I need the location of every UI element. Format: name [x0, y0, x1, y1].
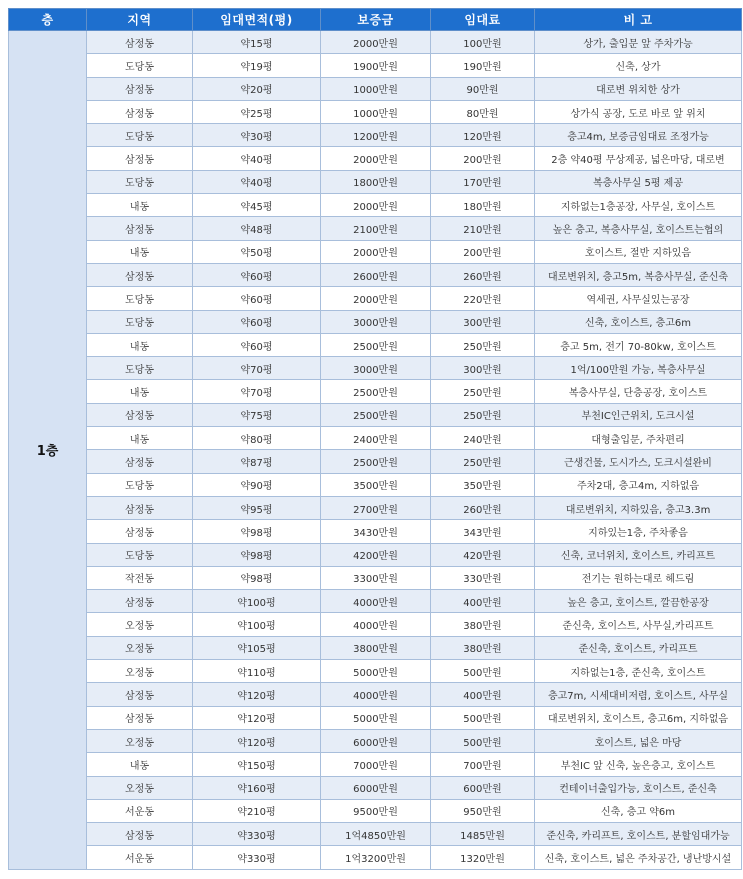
cell-deposit: 3000만원 [321, 357, 431, 380]
cell-area: 약100평 [193, 590, 321, 613]
cell-region: 오정동 [87, 613, 193, 636]
table-row [9, 310, 742, 333]
cell-rent: 1485만원 [431, 823, 535, 846]
table-row [9, 380, 742, 403]
cell-deposit: 5000만원 [321, 660, 431, 683]
table-row [9, 636, 742, 659]
cell-rent: 220만원 [431, 287, 535, 310]
cell-deposit: 2000만원 [321, 31, 431, 54]
table-row [9, 543, 742, 566]
cell-rent: 380만원 [431, 613, 535, 636]
cell-area: 약30평 [193, 124, 321, 147]
table-row [9, 729, 742, 752]
cell-area: 약70평 [193, 357, 321, 380]
cell-deposit: 2500만원 [321, 380, 431, 403]
table-row [9, 77, 742, 100]
cell-area: 약120평 [193, 729, 321, 752]
cell-remarks: 대로변위치, 호이스트, 층고6m, 지하없음 [535, 706, 742, 729]
cell-remarks: 신축, 상가 [535, 54, 742, 77]
cell-deposit: 6000만원 [321, 729, 431, 752]
cell-region: 삼정동 [87, 31, 193, 54]
cell-region: 서운동 [87, 799, 193, 822]
cell-remarks: 신축, 호이스트, 층고6m [535, 310, 742, 333]
cell-area: 약95평 [193, 496, 321, 519]
cell-remarks: 신축, 층고 약6m [535, 799, 742, 822]
cell-region: 내동 [87, 427, 193, 450]
cell-region: 삼정동 [87, 520, 193, 543]
table-row [9, 823, 742, 846]
cell-area: 약210평 [193, 799, 321, 822]
cell-deposit: 3800만원 [321, 636, 431, 659]
header-row [9, 9, 742, 31]
cell-rent: 350만원 [431, 473, 535, 496]
cell-rent: 90만원 [431, 77, 535, 100]
cell-region: 삼정동 [87, 683, 193, 706]
table-row [9, 496, 742, 519]
cell-remarks: 복층사무실 5평 제공 [535, 170, 742, 193]
cell-remarks: 높은 층고, 호이스트, 깔끔한공장 [535, 590, 742, 613]
cell-rent: 200만원 [431, 147, 535, 170]
cell-deposit: 6000만원 [321, 776, 431, 799]
table-row [9, 403, 742, 426]
header-area: 임대면적(평) [193, 9, 321, 31]
cell-region: 삼정동 [87, 590, 193, 613]
cell-rent: 80만원 [431, 100, 535, 123]
cell-area: 약330평 [193, 846, 321, 869]
cell-rent: 400만원 [431, 683, 535, 706]
cell-deposit: 3000만원 [321, 310, 431, 333]
cell-area: 약25평 [193, 100, 321, 123]
cell-rent: 400만원 [431, 590, 535, 613]
cell-region: 오정동 [87, 660, 193, 683]
cell-region: 삼정동 [87, 403, 193, 426]
cell-remarks: 2층 약40평 무상제공, 넓은마당, 대로변 [535, 147, 742, 170]
cell-rent: 100만원 [431, 31, 535, 54]
cell-rent: 343만원 [431, 520, 535, 543]
cell-area: 약98평 [193, 543, 321, 566]
cell-deposit: 1000만원 [321, 77, 431, 100]
table-row [9, 100, 742, 123]
table-row [9, 263, 742, 286]
cell-rent: 500만원 [431, 660, 535, 683]
table-row [9, 706, 742, 729]
cell-region: 삼정동 [87, 496, 193, 519]
cell-rent: 190만원 [431, 54, 535, 77]
cell-deposit: 1800만원 [321, 170, 431, 193]
cell-area: 약98평 [193, 520, 321, 543]
table-row [9, 124, 742, 147]
table-row [9, 846, 742, 869]
cell-region: 삼정동 [87, 706, 193, 729]
cell-rent: 210만원 [431, 217, 535, 240]
cell-region: 도당동 [87, 357, 193, 380]
table-row [9, 520, 742, 543]
table-row [9, 590, 742, 613]
cell-rent: 500만원 [431, 729, 535, 752]
cell-deposit: 5000만원 [321, 706, 431, 729]
cell-deposit: 2000만원 [321, 240, 431, 263]
cell-remarks: 상가식 공장, 도로 바로 앞 위치 [535, 100, 742, 123]
table-row [9, 683, 742, 706]
rental-listing-table [8, 8, 742, 870]
header-remarks: 비 고 [535, 9, 742, 31]
cell-remarks: 신축, 코너위치, 호이스트, 카리프트 [535, 543, 742, 566]
cell-remarks: 대로변위치, 지하있음, 층고3.3m [535, 496, 742, 519]
cell-area: 약87평 [193, 450, 321, 473]
table-row [9, 776, 742, 799]
cell-rent: 250만원 [431, 380, 535, 403]
cell-region: 내동 [87, 240, 193, 263]
table-row [9, 566, 742, 589]
cell-rent: 500만원 [431, 706, 535, 729]
cell-deposit: 3300만원 [321, 566, 431, 589]
cell-deposit: 7000만원 [321, 753, 431, 776]
header-rent: 임대료 [431, 9, 535, 31]
cell-area: 약60평 [193, 287, 321, 310]
table-row [9, 54, 742, 77]
cell-region: 오정동 [87, 729, 193, 752]
cell-deposit: 1900만원 [321, 54, 431, 77]
cell-region: 내동 [87, 753, 193, 776]
cell-deposit: 2500만원 [321, 333, 431, 356]
cell-region: 도당동 [87, 54, 193, 77]
cell-region: 오정동 [87, 776, 193, 799]
cell-remarks: 신축, 호이스트, 넓은 주차공간, 냉난방시설 [535, 846, 742, 869]
table-row [9, 357, 742, 380]
cell-deposit: 2700만원 [321, 496, 431, 519]
table-row [9, 450, 742, 473]
cell-rent: 700만원 [431, 753, 535, 776]
cell-area: 약80평 [193, 427, 321, 450]
cell-remarks: 준신축, 호이스트, 사무실,카리프트 [535, 613, 742, 636]
table-row [9, 799, 742, 822]
table-row [9, 240, 742, 263]
cell-region: 삼정동 [87, 823, 193, 846]
cell-remarks: 층고4m, 보증금임대료 조정가능 [535, 124, 742, 147]
cell-area: 약160평 [193, 776, 321, 799]
table-row [9, 753, 742, 776]
table-row [9, 473, 742, 496]
cell-region: 삼정동 [87, 147, 193, 170]
cell-region: 내동 [87, 194, 193, 217]
cell-deposit: 2600만원 [321, 263, 431, 286]
cell-area: 약50평 [193, 240, 321, 263]
cell-area: 약60평 [193, 333, 321, 356]
cell-deposit: 2400만원 [321, 427, 431, 450]
cell-deposit: 4000만원 [321, 683, 431, 706]
cell-remarks: 컨테이너출입가능, 호이스트, 준신축 [535, 776, 742, 799]
cell-remarks: 호이스트, 넓은 마당 [535, 729, 742, 752]
cell-rent: 260만원 [431, 263, 535, 286]
table-row [9, 31, 742, 54]
cell-region: 도당동 [87, 473, 193, 496]
cell-area: 약70평 [193, 380, 321, 403]
cell-rent: 120만원 [431, 124, 535, 147]
cell-deposit: 3500만원 [321, 473, 431, 496]
cell-region: 내동 [87, 380, 193, 403]
table-row [9, 613, 742, 636]
cell-region: 도당동 [87, 170, 193, 193]
cell-area: 약98평 [193, 566, 321, 589]
cell-rent: 330만원 [431, 566, 535, 589]
cell-deposit: 4200만원 [321, 543, 431, 566]
cell-remarks: 층고 5m, 전기 70-80kw, 호이스트 [535, 333, 742, 356]
cell-area: 약60평 [193, 310, 321, 333]
cell-region: 도당동 [87, 124, 193, 147]
cell-area: 약75평 [193, 403, 321, 426]
cell-area: 약48평 [193, 217, 321, 240]
table-row [9, 147, 742, 170]
cell-rent: 250만원 [431, 403, 535, 426]
cell-remarks: 근생건물, 도시가스, 도크시설완비 [535, 450, 742, 473]
cell-area: 약330평 [193, 823, 321, 846]
cell-region: 서운동 [87, 846, 193, 869]
cell-region: 삼정동 [87, 100, 193, 123]
cell-remarks: 복층사무실, 단층공장, 호이스트 [535, 380, 742, 403]
header-floor: 층 [9, 9, 87, 31]
cell-area: 약60평 [193, 263, 321, 286]
cell-area: 약40평 [193, 170, 321, 193]
cell-deposit: 2000만원 [321, 147, 431, 170]
cell-remarks: 높은 층고, 복층사무실, 호이스트는협의 [535, 217, 742, 240]
cell-remarks: 주차2대, 층고4m, 지하없음 [535, 473, 742, 496]
cell-area: 약120평 [193, 683, 321, 706]
cell-rent: 180만원 [431, 194, 535, 217]
cell-deposit: 4000만원 [321, 613, 431, 636]
cell-region: 삼정동 [87, 77, 193, 100]
cell-remarks: 준신축, 호이스트, 카리프트 [535, 636, 742, 659]
header-deposit: 보증금 [321, 9, 431, 31]
table-row [9, 333, 742, 356]
cell-remarks: 대로변위치, 층고5m, 복층사무실, 준신축 [535, 263, 742, 286]
cell-rent: 300만원 [431, 310, 535, 333]
cell-area: 약40평 [193, 147, 321, 170]
cell-region: 삼정동 [87, 263, 193, 286]
cell-rent: 200만원 [431, 240, 535, 263]
cell-area: 약45평 [193, 194, 321, 217]
cell-area: 약19평 [193, 54, 321, 77]
cell-deposit: 1억3200만원 [321, 846, 431, 869]
table-row [9, 170, 742, 193]
cell-remarks: 층고7m, 시세대비저렴, 호이스트, 사무실 [535, 683, 742, 706]
cell-remarks: 1억/100만원 가능, 복층사무실 [535, 357, 742, 380]
cell-rent: 170만원 [431, 170, 535, 193]
cell-remarks: 지하있는1층, 주차좋음 [535, 520, 742, 543]
cell-remarks: 호이스트, 절반 지하있음 [535, 240, 742, 263]
header-region: 지역 [87, 9, 193, 31]
cell-rent: 300만원 [431, 357, 535, 380]
cell-deposit: 1억4850만원 [321, 823, 431, 846]
cell-deposit: 2100만원 [321, 217, 431, 240]
cell-deposit: 2000만원 [321, 287, 431, 310]
table-row [9, 194, 742, 217]
cell-deposit: 2000만원 [321, 194, 431, 217]
cell-remarks: 대로변 위치한 상가 [535, 77, 742, 100]
table-row [9, 287, 742, 310]
cell-rent: 950만원 [431, 799, 535, 822]
cell-rent: 250만원 [431, 333, 535, 356]
cell-area: 약90평 [193, 473, 321, 496]
table-row [9, 427, 742, 450]
cell-region: 내동 [87, 333, 193, 356]
cell-deposit: 1200만원 [321, 124, 431, 147]
cell-area: 약150평 [193, 753, 321, 776]
cell-area: 약105평 [193, 636, 321, 659]
cell-remarks: 준신축, 카리프트, 호이스트, 분할임대가능 [535, 823, 742, 846]
cell-remarks: 부천IC인근위치, 도크시설 [535, 403, 742, 426]
cell-area: 약20평 [193, 77, 321, 100]
cell-remarks: 역세권, 사무실있는공장 [535, 287, 742, 310]
cell-region: 도당동 [87, 310, 193, 333]
cell-region: 작전동 [87, 566, 193, 589]
cell-region: 삼정동 [87, 217, 193, 240]
cell-region: 삼정동 [87, 450, 193, 473]
cell-deposit: 2500만원 [321, 403, 431, 426]
cell-region: 도당동 [87, 543, 193, 566]
floor-cell: 1층 [9, 31, 87, 870]
cell-remarks: 대형출입문, 주차편리 [535, 427, 742, 450]
cell-remarks: 상가, 출입문 앞 주차가능 [535, 31, 742, 54]
table-row [9, 660, 742, 683]
cell-rent: 420만원 [431, 543, 535, 566]
cell-region: 오정동 [87, 636, 193, 659]
table-row [9, 217, 742, 240]
cell-rent: 1320만원 [431, 846, 535, 869]
cell-remarks: 지하없는1층공장, 사무실, 호이스트 [535, 194, 742, 217]
cell-region: 도당동 [87, 287, 193, 310]
cell-deposit: 4000만원 [321, 590, 431, 613]
cell-rent: 380만원 [431, 636, 535, 659]
cell-remarks: 부천IC 앞 신축, 높은층고, 호이스트 [535, 753, 742, 776]
cell-rent: 240만원 [431, 427, 535, 450]
cell-area: 약100평 [193, 613, 321, 636]
cell-area: 약120평 [193, 706, 321, 729]
cell-rent: 600만원 [431, 776, 535, 799]
cell-deposit: 2500만원 [321, 450, 431, 473]
cell-area: 약110평 [193, 660, 321, 683]
cell-deposit: 3430만원 [321, 520, 431, 543]
cell-deposit: 1000만원 [321, 100, 431, 123]
cell-rent: 250만원 [431, 450, 535, 473]
cell-remarks: 전기는 원하는대로 헤드림 [535, 566, 742, 589]
cell-deposit: 9500만원 [321, 799, 431, 822]
cell-rent: 260만원 [431, 496, 535, 519]
cell-remarks: 지하없는1층, 준신축, 호이스트 [535, 660, 742, 683]
cell-area: 약15평 [193, 31, 321, 54]
